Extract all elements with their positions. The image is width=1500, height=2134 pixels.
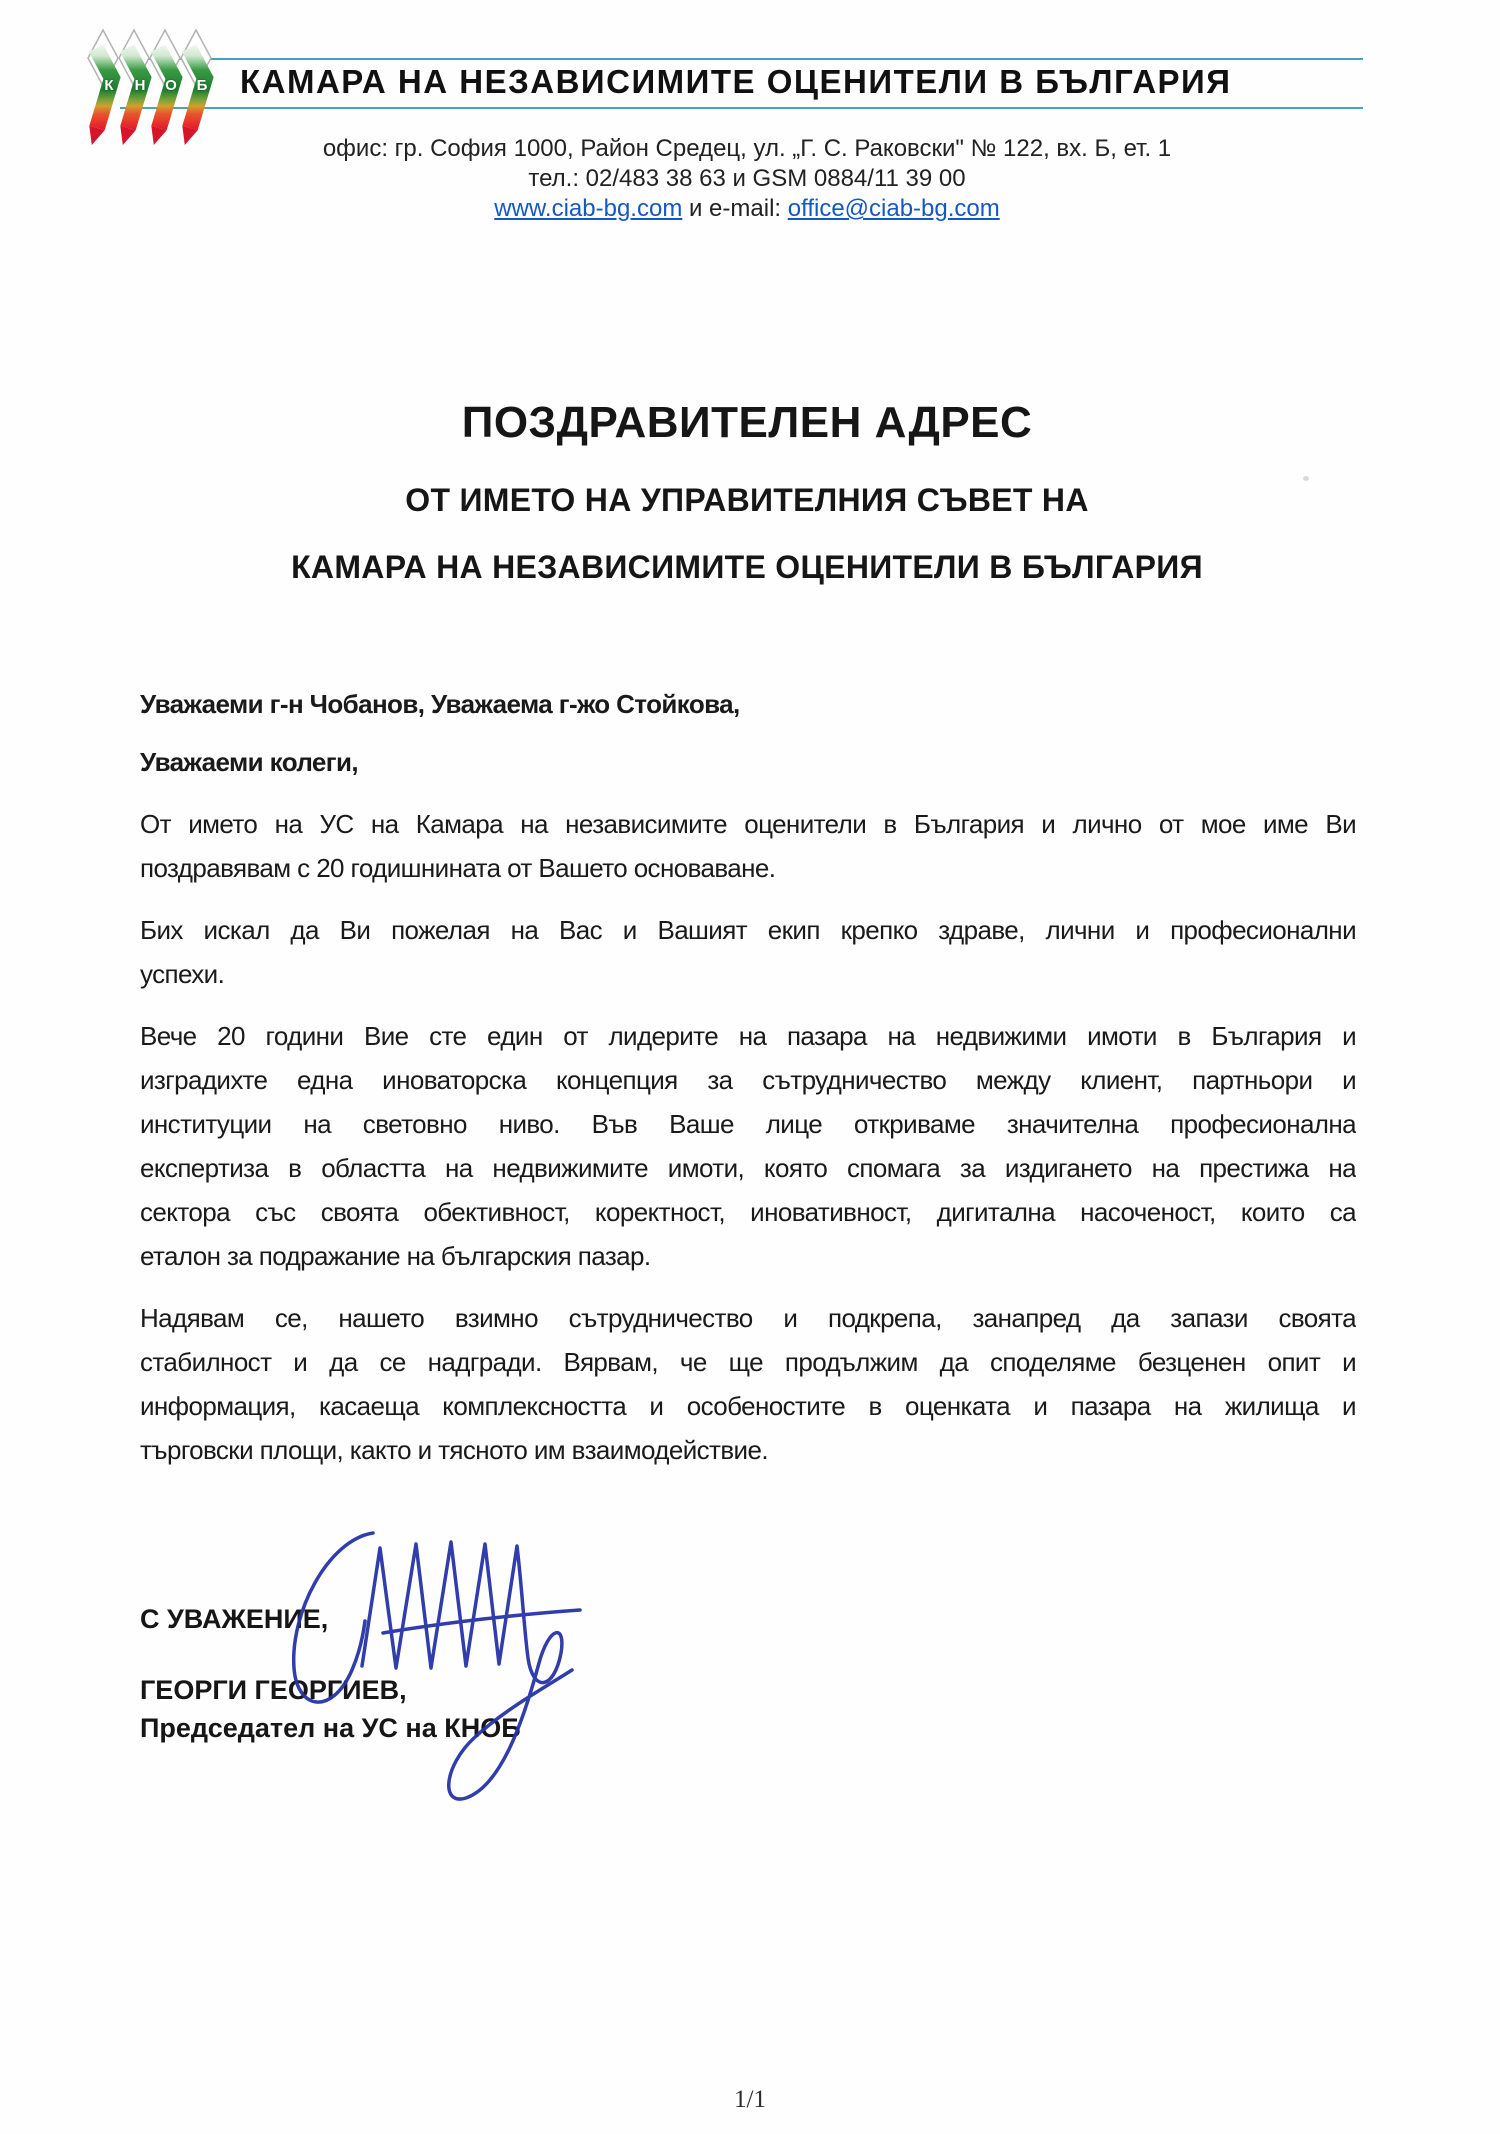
- paragraph-line: информация, касаеща комплексността и особеностите в оценката и пазара на жилища и: [140, 1391, 1356, 1421]
- paragraph-1: [140, 802, 1356, 890]
- paragraph-line: експертиза в областта на недвижимите имоти, която спомага за издигането на престижа на: [140, 1153, 1356, 1183]
- logo-letter-b: Б: [196, 77, 208, 94]
- paragraph-line: изградихте една иноваторска концепция за сътрудничество между клиент, партньори и: [140, 1065, 1356, 1095]
- email-link[interactable]: office@ciab-bg.com: [787, 195, 1000, 222]
- letterhead-contact: [138, 134, 1356, 224]
- salutation-line-1: Уважаеми г-н Чобанов, Уважаема г-жо Стойкова,: [140, 689, 740, 719]
- paragraph-line: търговски площи, както и тясното им взаимодействие.: [140, 1435, 768, 1465]
- paragraph-2: [140, 908, 1356, 996]
- letterhead-rule-bottom: [120, 107, 1363, 109]
- org-name: КАМАРА НА НЕЗАВИСИМИТЕ ОЦЕНИТЕЛИ В БЪЛГАРИЯ: [240, 63, 1232, 100]
- signer-title: Председател на УС на КНОБ: [140, 1713, 521, 1743]
- signer-name: ГЕОРГИ ГЕОРГИЕВ,: [140, 1675, 407, 1705]
- paragraph-line: От името на УС на Камара на независимите оценители в България и лично от мое име Ви: [140, 809, 1356, 839]
- paragraph-line: сектора със своята обективност, коректност, иновативност, дигитална насоченост, които са: [140, 1197, 1356, 1227]
- knob-logo: [82, 28, 217, 146]
- paragraph-line: еталон за подражание на българския пазар.: [140, 1241, 651, 1271]
- email-separator: и e-mail:: [682, 195, 788, 222]
- office-address: офис: гр. София 1000, Район Средец, ул. „Г. С. Раковски" № 122, вх. Б, ет. 1: [322, 135, 1172, 162]
- document-subtitle-1: ОТ ИМЕТО НА УПРАВИТЕЛНИЯ СЪВЕТ НА: [405, 482, 1089, 518]
- logo-letter-o: О: [165, 77, 177, 94]
- document-subtitle-2: КАМАРА НА НЕЗАВИСИМИТЕ ОЦЕНИТЕЛИ В БЪЛГАРИЯ: [291, 549, 1203, 585]
- paragraph-4: [140, 1296, 1356, 1472]
- scan-artifact-dot: [1303, 476, 1309, 481]
- document-title-block: [138, 397, 1356, 587]
- paragraph-line: Бих искал да Ви пожелая на Вас и Вашият екип крепко здраве, лични и професионални: [140, 915, 1356, 945]
- document-title: ПОЗДРАВИТЕЛЕН АДРЕС: [461, 398, 1033, 447]
- letterhead-rule-top: [140, 58, 1363, 60]
- paragraph-line: успехи.: [140, 959, 225, 989]
- paragraph-line: поздравявам с 20 годишнината от Вашето основаване.: [140, 853, 776, 883]
- paragraph-3: [140, 1014, 1356, 1278]
- page-number: 1/1: [734, 2086, 766, 2113]
- handwritten-signature: [288, 1518, 598, 1808]
- closing-salutation: С УВАЖЕНИЕ,: [140, 1604, 329, 1634]
- paragraph-line: стабилност и да се надгради. Вярвам, че ще продължим да споделяме безценен опит и: [140, 1347, 1356, 1377]
- logo-letter-n: Н: [134, 77, 146, 94]
- phone-line: тел.: 02/483 38 63 и GSM 0884/11 39 00: [528, 165, 966, 192]
- paragraph-line: Надявам се, нашето взимно сътрудничество и подкрепа, занапред да запази своята: [140, 1303, 1356, 1333]
- salutation-line-2: Уважаеми колеги,: [140, 747, 359, 777]
- paragraph-line: институции на световно ниво. Във Ваше лице откриваме значителна професионална: [140, 1109, 1356, 1139]
- letter-body: [140, 682, 1356, 1472]
- web-line: [138, 194, 1356, 224]
- logo-letter-k: К: [104, 77, 114, 94]
- website-link[interactable]: www.ciab-bg.com: [494, 195, 683, 222]
- paragraph-line: Вече 20 години Вие сте един от лидерите на пазара на недвижими имоти в България и: [140, 1021, 1356, 1051]
